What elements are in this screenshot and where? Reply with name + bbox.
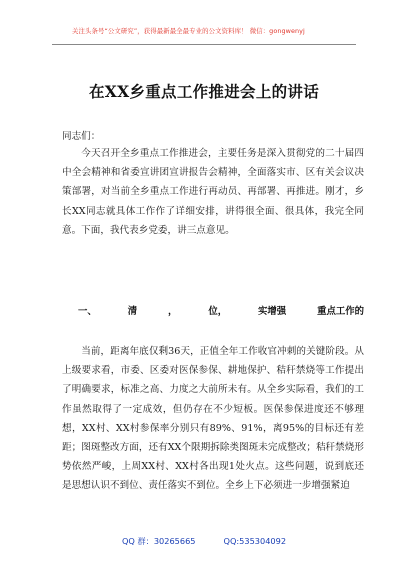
section-heading-part: 清 (127, 306, 138, 317)
section-heading-part: 位， (208, 306, 228, 317)
header-divider (52, 44, 356, 45)
document-title: 在XX乡重点工作推进会上的讲话 (88, 82, 320, 101)
section-heading-part: 实增强 (258, 306, 287, 317)
paragraph-current-situation: 当前，距离年底仅剩36天，正值全年工作收官冲刺的关键阶段。从上级要求看，市委、区委对医保参保、耕地保护、秸秆禁烧等工作提出了明确要求，标准之高、力度之大前所未有。从全乡实际看，我们的工作虽然取得了一定成效，但仍存在不少短板。医保参保进度还不够理想，XX村、XX村参保率分别只有89%、91%，离95%的目标还有差距；图斑整改方面，还有XX个限期拆除类图斑未完成整改；秸秆禁烧形势依然严峻，上周XX村、XX村各出现1处火点。这些问题，说到底还是思想认识不到位、责任落实不到位。全乡上下必须进一步增强紧迫 (62, 346, 364, 492)
footer-contact (0, 536, 408, 547)
greeting-line: 同志们： (62, 131, 101, 142)
section-heading-part: 重点工作的 (317, 306, 364, 317)
paragraph-intro: 今天召开全乡重点工作推进会，主要任务是深入贯彻党的二十届四中全会精神和省委宣讲团宣讲报告会精神，全面落实市、区有关会议决策部署，对当前全乡重点工作进行再动员、再部署、再推进。刚才，乡长XX同志就具体工作作了详细安排，讲得很全面、很具体，我完全同意。下面，我代表乡党委，讲三点意见。 (62, 148, 364, 236)
footer-qq-group: QQ 群：30265665 (121, 536, 196, 546)
section-heading-part: 一、 (78, 306, 97, 317)
section-heading-one (78, 303, 364, 317)
header-promo-note: 关注头条号“公文研究”，获得最新最全最专业的公文资料库！ 微信：gongwenyj (72, 27, 305, 35)
section-heading-part: ， (168, 306, 178, 317)
footer-qq: QQ:535304092 (223, 536, 287, 546)
